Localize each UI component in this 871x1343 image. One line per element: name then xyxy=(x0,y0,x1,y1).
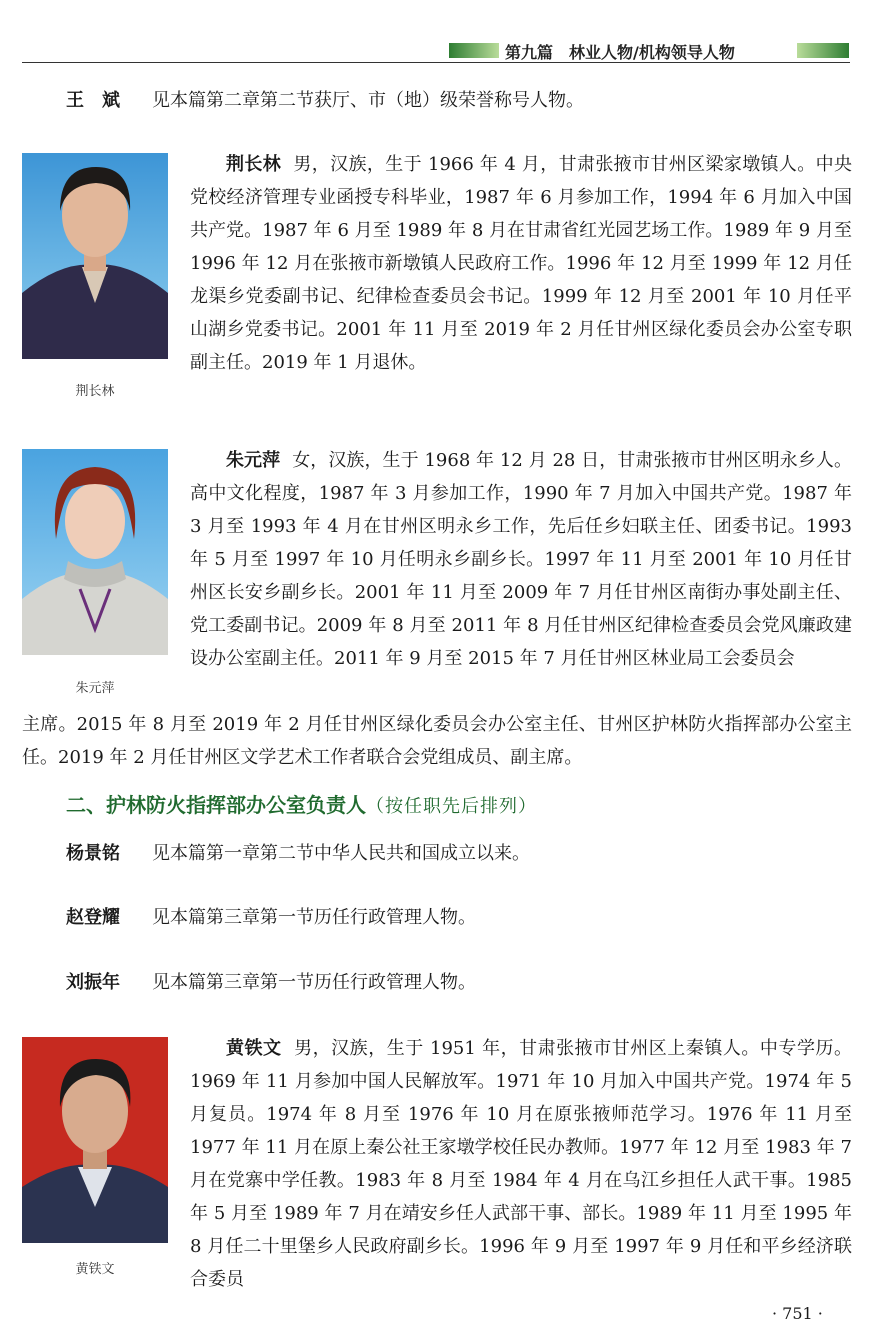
person-name: 黄铁文 xyxy=(226,1038,282,1059)
ref-text: 见本篇第一章第二节中华人民共和国成立以来。 xyxy=(152,843,530,864)
header-rule xyxy=(22,62,850,63)
portrait-photo-zhu-yuanping xyxy=(22,449,168,655)
bio-paragraph-continuation xyxy=(22,708,852,774)
ref-name: 赵登耀 xyxy=(66,907,120,928)
header-decor-bar-right xyxy=(797,43,849,58)
ref-name: 杨景铭 xyxy=(66,843,120,864)
section-heading xyxy=(66,789,537,818)
portrait-caption: 黄铁文 xyxy=(75,1262,115,1277)
bio-text-continued: 主席。2015 年 8 月至 2019 年 2 月任甘州区绿化委员会办公室主任、甘州区护林防火指挥部办公室主任。2019 年 2 月任甘州区文学艺术工作者联合会党组成员、副主席。 xyxy=(22,714,852,768)
ref-text: 见本篇第三章第一节历任行政管理人物。 xyxy=(152,972,476,993)
page-number: · 751 · xyxy=(772,1304,823,1323)
bio-text: 男，汉族，生于 1966 年 4 月，甘肃张掖市甘州区梁家墩镇人。中央党校经济管理专业函授专科毕业，1987 年 6 月参加工作，1994 年 6 月加入中国共产党。1987 年 6 月至 1989 年 8 月在甘肃省红光园艺场工作。1989 年 9 月至 1996 年 12 月在张掖市新墩镇人民政府工作。1996 年 12 月至 1999 年 12 月任龙渠乡党委副书记、纪律检查委员会书记。1999 年 12 月至 2001 年 10 月任平山湖乡党委书记。2001 年 11 月至 2019 年 2 月任甘州区绿化委员会办公室专职副主任。2019 年 1 月退休。 xyxy=(190,154,852,373)
portrait-photo-jing-changlin xyxy=(22,153,168,359)
portrait-illustration xyxy=(22,1037,168,1243)
running-header: 第九篇 林业人物/机构领导人物 xyxy=(505,43,735,62)
ref-entry-liu-zhennian xyxy=(66,971,476,995)
portrait-caption: 朱元萍 xyxy=(75,681,115,696)
portrait-illustration xyxy=(22,449,168,655)
ref-text: 见本篇第二章第二节获厅、市（地）级荣誉称号人物。 xyxy=(152,90,584,111)
header-decor-bar-left xyxy=(449,43,499,58)
bio-paragraph-jing-changlin xyxy=(190,148,852,379)
ref-entry-yang-jingming xyxy=(66,842,530,866)
section-title: 二、护林防火指挥部办公室负责人 xyxy=(66,793,366,817)
bio-paragraph-huang-tiewen xyxy=(190,1032,852,1296)
portrait-photo-huang-tiewen xyxy=(22,1037,168,1243)
portrait-caption: 荆长林 xyxy=(75,384,115,399)
ref-text: 见本篇第三章第一节历任行政管理人物。 xyxy=(152,907,476,928)
ref-entry-zhao-dengyao xyxy=(66,906,476,930)
ref-name: 刘振年 xyxy=(66,972,120,993)
section-subtitle: （按任职先后排列） xyxy=(366,796,537,817)
ref-entry-wang-bin xyxy=(66,89,584,113)
person-name: 荆长林 xyxy=(226,154,282,175)
portrait-illustration xyxy=(22,153,168,359)
bio-text: 女，汉族，生于 1968 年 12 月 28 日，甘肃张掖市甘州区明永乡人。高中文化程度，1987 年 3 月参加工作，1990 年 7 月加入中国共产党。1987 年 3 月至 1993 年 4 月在甘州区明永乡工作，先后任乡妇联主任、团委书记。1993 年 5 月至 1997 年 10 月任明永乡副乡长。1997 年 11 月至 2001 年 10 月任甘州区长安乡副乡长。2001 年 11 月至 2009 年 7 月任甘州区南街办事处副主任、党工委副书记。2009 年 8 月至 2011 年 8 月任甘州区纪律检查委员会党风廉政建设办公室副主任。2011 年 9 月至 2015 年 7 月任甘州区林业局工会委员会 xyxy=(190,450,852,669)
person-name: 朱元萍 xyxy=(226,450,281,471)
ref-name: 王 斌 xyxy=(66,90,120,111)
bio-text: 男，汉族，生于 1951 年，甘肃张掖市甘州区上秦镇人。中专学历。1969 年 11 月参加中国人民解放军。1971 年 10 月加入中国共产党。1974 年 5 月复员。1974 年 8 月至 1976 年 10 月在原张掖师范学习。1976 年 11 月至 1977 年 11 月在原上秦公社王家墩学校任民办教师。1977 年 12 月至 1983 年 7 月在党寨中学任教。1983 年 8 月至 1984 年 4 月在乌江乡担任人武干事。1985 年 5 月至 1989 年 7 月在靖安乡任人武部干事、部长。1989 年 11 月至 1995 年 8 月任二十里堡乡人民政府副乡长。1996 年 9 月至 1997 年 9 月任和平乡经济联合委员 xyxy=(190,1038,853,1290)
bio-paragraph-zhu-yuanping xyxy=(190,444,852,675)
